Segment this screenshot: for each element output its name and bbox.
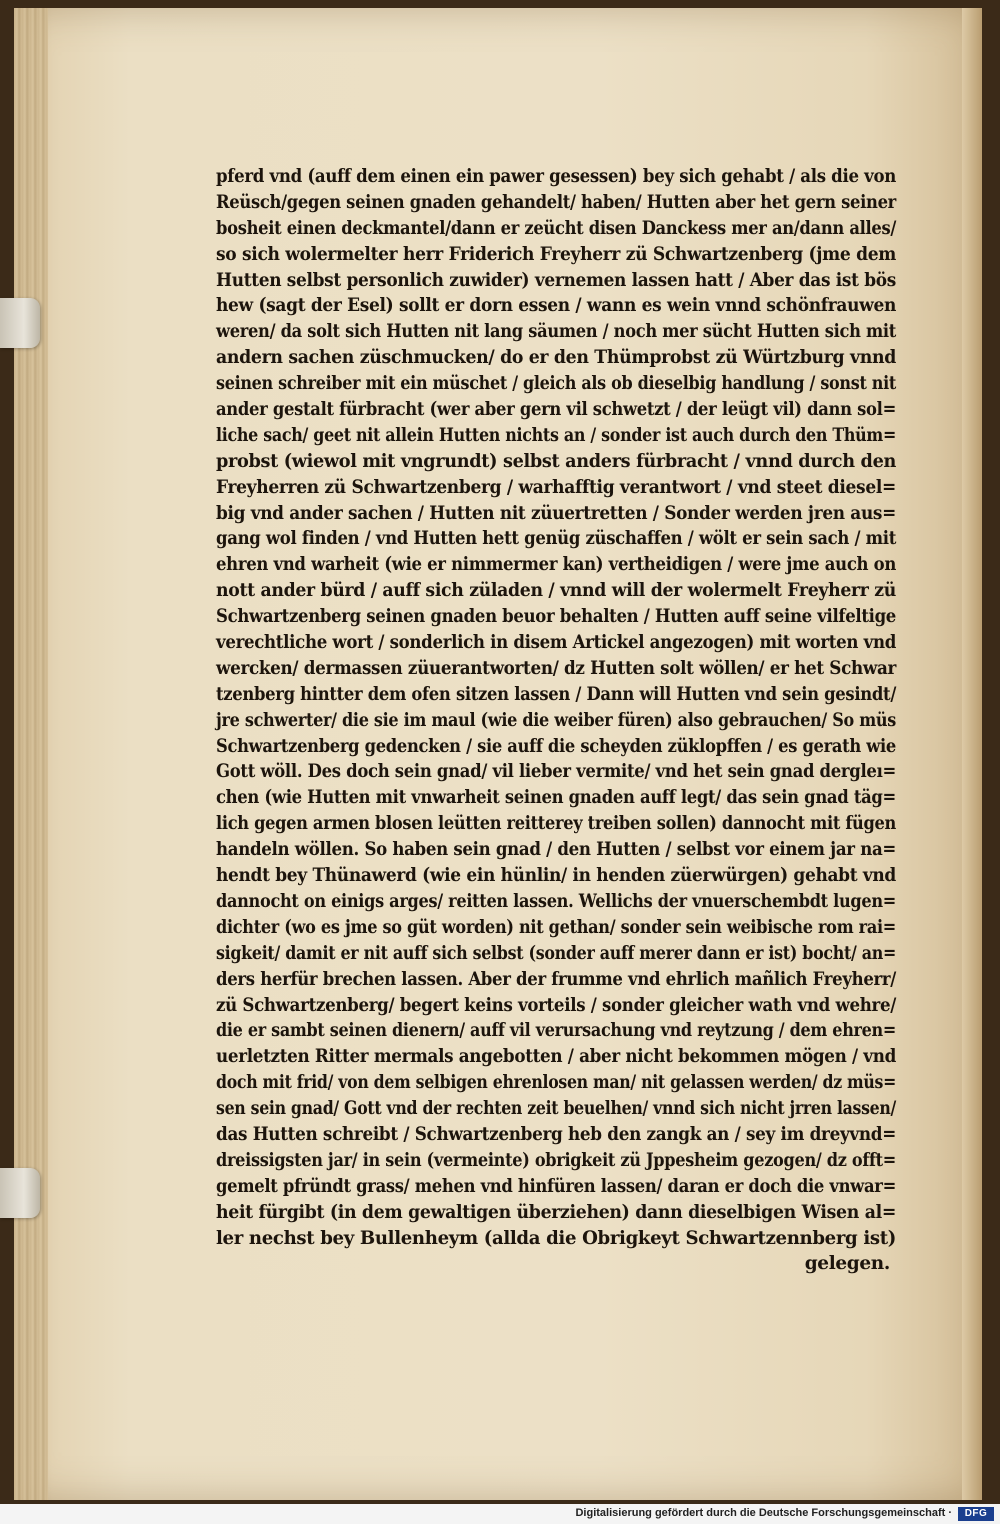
text-line: sigkeit/ damit er nit auff sich selbst (sonder auff merer dann er ist) bocht/ an= (216, 942, 896, 964)
text-line: probst (wiewol mit vngrundt) selbst anders fürbracht / vnnd durch den (216, 450, 896, 472)
clip-top (0, 298, 40, 348)
text-line: sen sein gnad/ Gott vnd der rechten zeit beuelhen/ vnnd sich nicht jrren lassen/ (216, 1098, 896, 1120)
text-line: weren/ da solt sich Hutten nit lang säumen / noch mer sücht Hutten sich mit (216, 321, 896, 343)
text-line: verechtliche wort / sonderlich in disem Artickel angezogen) mit worten vnd (216, 632, 896, 654)
text-line: die er sambt seinen dienern/ auff vil verursachung vnd reytzung / dem ehren= (216, 1020, 896, 1042)
text-line: liche sach/ geet nit allein Hutten nichts an / sonder ist auch durch den Thüm= (216, 424, 896, 446)
text-line: lich gegen armen blosen leütten reitterey treiben sollen) dannocht mit fügen (216, 813, 896, 835)
text-line: Gott wöll. Des doch sein gnad/ vil lieber vermite/ vnd het sein gnad dergleı= (216, 761, 896, 783)
text-line: nott ander bürd / auff sich züladen / vnnd will der wolermelt Freyherr zü (216, 580, 896, 602)
text-line: hew (sagt der Esel) sollt er dorn essen / wann es wein vnnd schönfrauwen (216, 295, 896, 317)
dfg-logo: DFG (958, 1507, 994, 1521)
text-line: bosheit einen deckmantel/dann er zeücht disen Danckess mer an/dann alles/ (216, 217, 896, 239)
text-line: seinen schreiber mit ein müschet / gleich als ob dieselbig handlung / sonst nit (216, 373, 896, 395)
text-line: wercken/ dermassen züuerantworten/ dz Hutten solt wöllen/ er het Schwar (216, 657, 896, 679)
page-right-edge (962, 8, 982, 1500)
clip-bottom (0, 1168, 40, 1218)
text-line: doch mit frid/ von dem selbigen ehrenlosen man/ nit gelassen werden/ dz müs= (216, 1072, 896, 1094)
text-line: Freyherren zü Schwartzenberg / warhafftig verantwort / vnd steet diesel= (216, 476, 896, 498)
text-line: Schwartzenberg gedencken / sie auff die scheyden züklopffen / es gerath wie (216, 735, 896, 757)
text-line: das Hutten schreibt / Schwartzenberg heb den zangk an / sey im dreyvnd= (216, 1123, 896, 1145)
text-line: tzenberg hintter dem ofen sitzen lassen / Dann will Hutten vnd sein gesindt/ (216, 683, 896, 705)
text-line: andern sachen züschmucken/ do er den Thümprobst zü Würtzburg vnnd (216, 347, 896, 369)
text-line: Reüsch/gegen seinen gnaden gehandelt/ haben/ Hutten aber het gern seiner (216, 191, 896, 213)
text-line: ander gestalt fürbracht (wer aber gern vil schwetzt / der leügt vil) dann sol= (216, 399, 896, 421)
text-line: dannocht on einigs arges/ reitten lassen. Wellichs der vnuerschembdt lugen= (216, 890, 896, 912)
text-line: handeln wöllen. So haben sein gnad / den Hutten / selbst vor einem jar na= (216, 839, 896, 861)
text-line: jre schwerter/ die sie im maul (wie die weiber füren) also gebrauchen/ So müs (216, 709, 896, 731)
text-block (216, 164, 896, 1277)
text-line: ler nechst bey Bullenheym (allda die Obrigkeyt Schwartzennberg ist) (216, 1227, 896, 1249)
text-line: heit fürgibt (in dem gewaltigen überziehen) dann dieselbigen Wisen al= (216, 1201, 896, 1223)
text-line: hendt bey Thünawerd (wie ein hünlin/ in henden züerwürgen) gehabt vnd (216, 865, 896, 887)
book-page (14, 8, 982, 1500)
text-line: so sich wolermelter herr Friderich Freyherr zü Schwartzenberg (jme dem (216, 243, 896, 265)
text-line: Schwartzenberg seinen gnaden beuor behalten / Hutten auff seine vilfeltige (216, 606, 896, 628)
text-line: dreissigsten jar/ in sein (vermeinte) obrigkeit zü Jppesheim gezogen/ dz offt= (216, 1149, 896, 1171)
text-line: ehren vnd warheit (wie er nimmermer kan) vertheidigen / were jme auch on (216, 554, 896, 576)
text-line: gemelt pfründt grass/ mehen vnd hinfüren lassen/ daran er doch die vnwar= (216, 1175, 896, 1197)
text-line: gang wol finden / vnd Hutten hett genüg züschaffen / wölt er sein sach / mit (216, 528, 896, 550)
text-line: dichter (wo es jme so güt worden) nit gethan/ sonder sein weibische rom rai= (216, 916, 896, 938)
page-stack-edge (14, 8, 48, 1500)
text-line: uerletzten Ritter mermals angebotten / aber nicht bekommen mögen / vnd (216, 1046, 896, 1068)
text-line: Hutten selbst personlich zuwider) vernemen lassen hatt / Aber das ist bös (216, 269, 896, 291)
text-line: chen (wie Hutten mit vnwarheit seinen gnaden auff legt/ das sein gnad täg= (216, 787, 896, 809)
text-line: zü Schwartzenberg/ begert keins vorteils / sonder gleicher wath vnd wehre/ (216, 994, 896, 1016)
catchword: gelegen. (804, 1253, 890, 1275)
text-line: big vnd ander sachen / Hutten nit züuertretten / Sonder werden jren aus= (216, 502, 896, 524)
text-line: ders herfür brechen lassen. Aber der frumme vnd ehrlich mañlich Freyherr/ (216, 968, 896, 990)
text-line: pferd vnd (auff dem einen ein pawer gesessen) bey sich gehabt / als die von (216, 166, 896, 187)
footer-credit: Digitalisierung gefördert durch die Deutsche Forschungsgemeinschaft · (575, 1507, 952, 1519)
footer-bar (0, 1504, 1000, 1524)
